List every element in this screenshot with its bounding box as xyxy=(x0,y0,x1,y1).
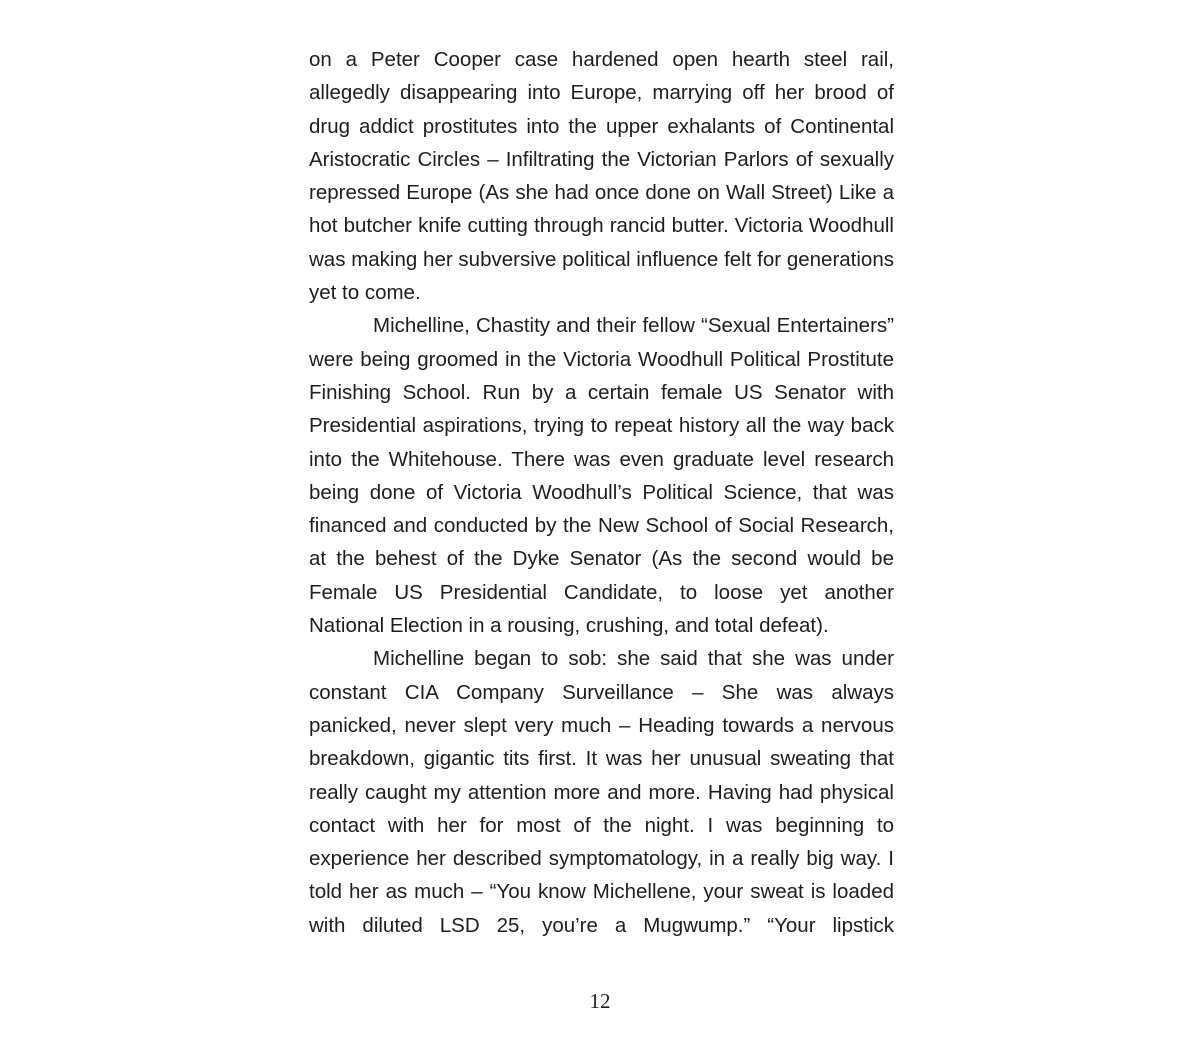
body-text xyxy=(309,43,894,942)
paragraph-continued: on a Peter Cooper case hardened open hearth steel rail, allegedly disappearing into Europe, marrying off her brood of drug addict prostitutes into the upper exhalants of Continental Aristocratic Circles – Infiltrating the Victorian Parlors of sexually repressed Europe (As she had once done on Wall Street) Like a hot butcher knife cutting through rancid butter. Victoria Woodhull was making her subversive political influence felt for generations yet to come. xyxy=(309,48,894,305)
paragraph-michelline-sob: Michelline began to sob: she said that she was under constant CIA Company Surveillance – She was always panicked, never slept very much – Heading towards a nervous breakdown, gigantic tits first. It was her unusual sweating that really caught my attention more and more. Having had physical contact with her for most of the night. I was beginning to experience her described symptomatology, in a really big way. I told her as much – “You know Michellene, your sweat is loaded with diluted LSD 25, you’re a Mugwump.” “Your lipstick xyxy=(309,647,894,937)
paragraph-michelline-chastity: Michelline, Chastity and their fellow “Sexual Entertainers” were being groomed in the Victoria Woodhull Political Prostitute Finishing School. Run by a certain female US Senator with Presidential aspirations, trying to repeat history all the way back into the Whitehouse. There was even graduate level research being done of Victoria Woodhull’s Political Science, that was financed and conducted by the New School of Social Research, at the behest of the Dyke Senator (As the second would be Female US Presidential Candidate, to loose yet another National Election in a rousing, crushing, and total defeat). xyxy=(309,314,894,638)
page-number: 12 xyxy=(589,989,611,1013)
